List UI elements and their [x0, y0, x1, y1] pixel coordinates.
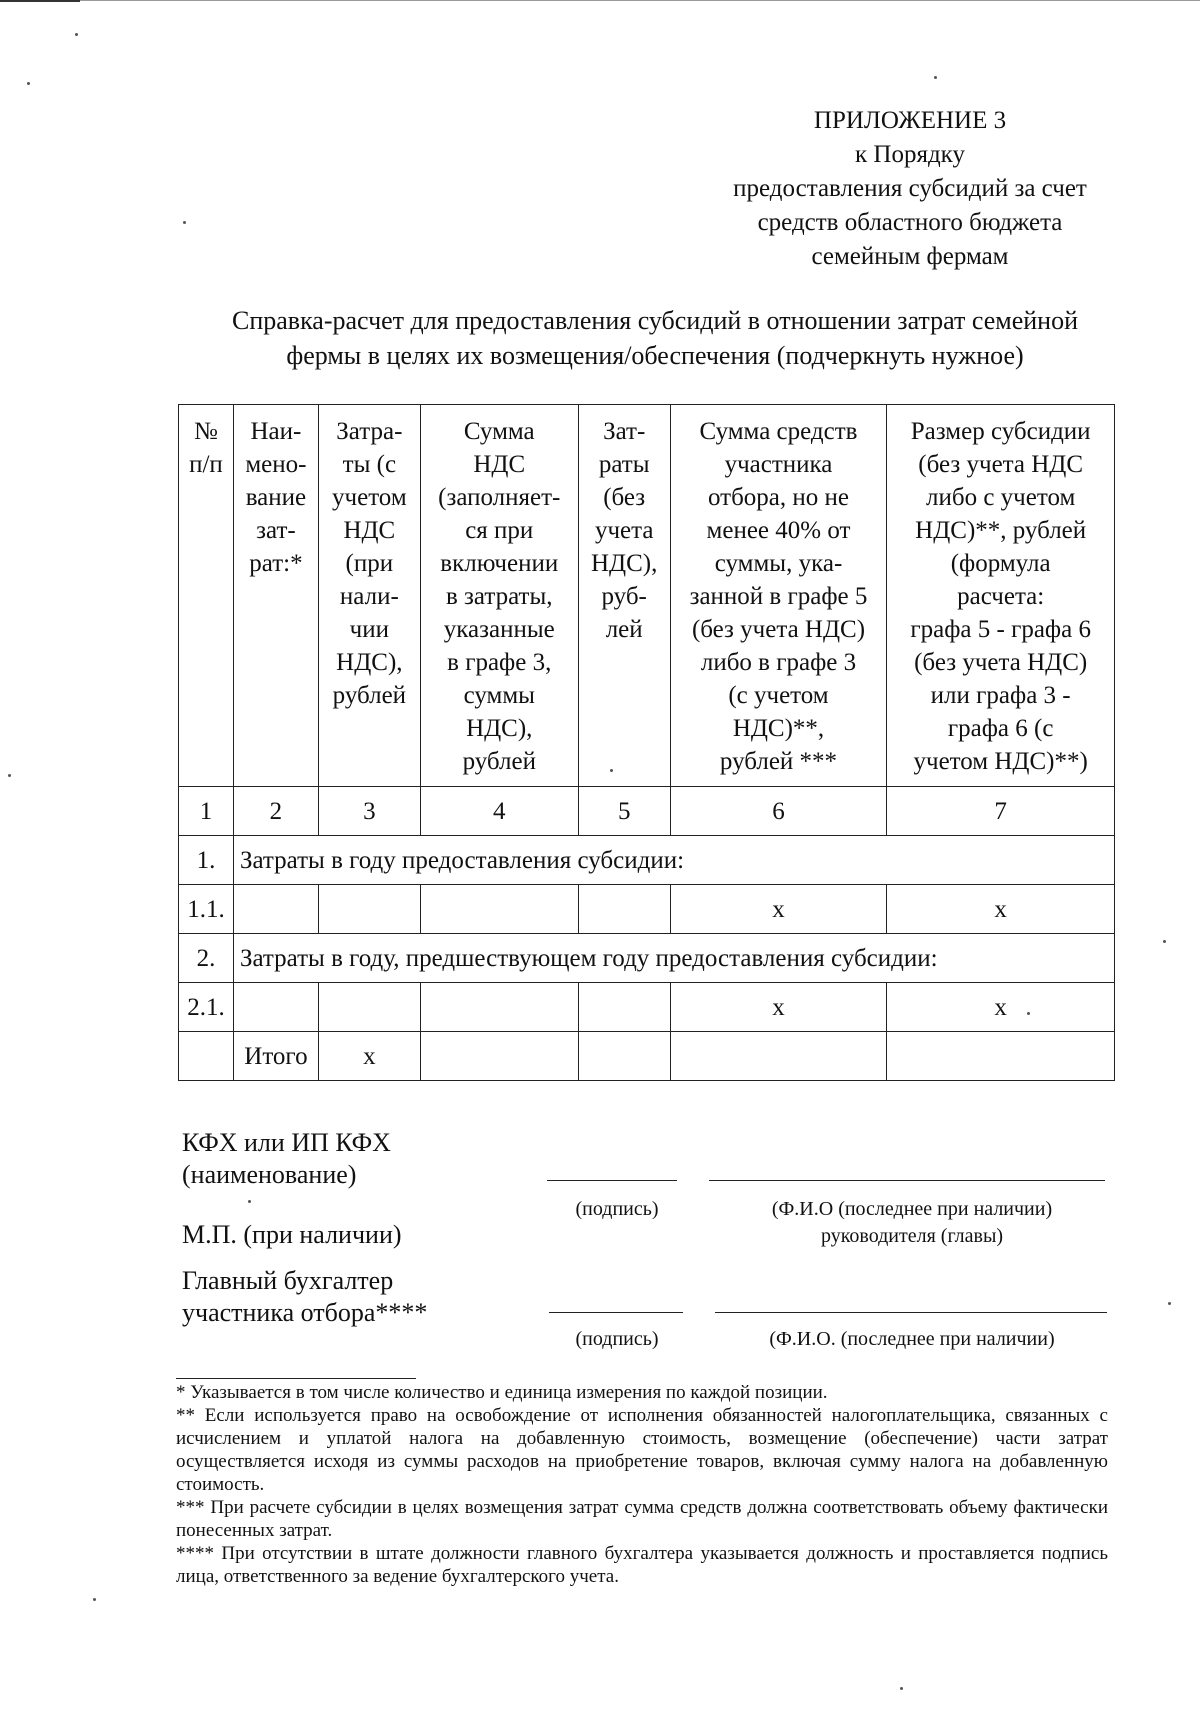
scan-speck — [1163, 940, 1166, 943]
document-title — [160, 303, 1150, 373]
row-number: 2.1. — [179, 983, 234, 1032]
costs-without-vat-cell[interactable] — [578, 983, 670, 1032]
footnote: * Указывается в том числе количество и единица измерения по каждой позиции. — [176, 1382, 828, 1403]
column-number: 5 — [578, 787, 670, 836]
header-cell-number: № п/п — [179, 405, 234, 787]
participant-funds-cell[interactable] — [670, 1032, 887, 1081]
costs-with-vat-cell[interactable] — [318, 983, 420, 1032]
head-name-caption: (Ф.И.О (последнее при наличии) руководителя (главы) — [771, 1198, 1053, 1247]
accountant-name-line[interactable] — [715, 1312, 1107, 1313]
scan-speck — [183, 221, 186, 224]
farm-label: КФХ или ИП КФХ — [182, 1128, 391, 1157]
scan-speck — [934, 76, 937, 79]
table-row — [179, 885, 1115, 934]
appendix-reference: средств областного бюджета — [757, 209, 1063, 236]
vat-amount-cell[interactable] — [420, 885, 578, 934]
header-cell-subsidy-amount: Размер субсидии (без учета НДС либо с учетом НДС)**, рублей (формула расчета: графа 5 - графа 6 (без учета НДС) или графа 3 - графа 6 (с учетом НДС)**) — [887, 405, 1115, 787]
participant-funds-cell: x — [670, 983, 887, 1032]
accountant-label: Главный бухгалтер — [182, 1266, 394, 1295]
row-number: 1. — [179, 836, 234, 885]
column-number: 6 — [670, 787, 887, 836]
vat-amount-cell[interactable] — [420, 1032, 578, 1081]
document-title-line: фермы в целях их возмещения/обеспечения (подчеркнуть нужное) — [286, 341, 1024, 370]
section-title: Затраты в году, предшествующем году предоставления субсидии: — [233, 934, 1114, 983]
signature-block — [182, 1126, 1142, 1366]
appendix-label: ПРИЛОЖЕНИЕ 3 — [813, 107, 1007, 134]
head-name-line[interactable] — [709, 1180, 1105, 1181]
cost-name-cell[interactable] — [233, 885, 318, 934]
costs-with-vat-cell: x — [318, 1032, 420, 1081]
column-number: 4 — [420, 787, 578, 836]
column-numbers-row — [179, 787, 1115, 836]
column-number: 3 — [318, 787, 420, 836]
scan-speck — [8, 774, 11, 777]
section-title: Затраты в году предоставления субсидии: — [233, 836, 1114, 885]
table-header-row — [179, 405, 1115, 787]
row-number: 2. — [179, 934, 234, 983]
appendix-header — [690, 104, 1130, 274]
footnote: **** При отсутствии в штате должности главного бухгалтера указывается должность и проставляется подпись лица, ответственного за ведение бухгалтерского учета. — [176, 1543, 1108, 1587]
scan-speck — [93, 1598, 96, 1601]
vat-amount-cell[interactable] — [420, 983, 578, 1032]
appendix-reference: к Порядку — [855, 141, 965, 168]
header-cell-costs-without-vat: Зат- раты (без учета НДС), руб- лей — [578, 405, 670, 787]
appendix-reference: семейным фермам — [811, 243, 1009, 270]
costs-with-vat-cell[interactable] — [318, 885, 420, 934]
scan-speck — [900, 1687, 903, 1690]
scan-top-mark — [0, 0, 80, 2]
footnote: *** При расчете субсидии в целях возмещения затрат сумма средств должна соответствовать объему фактически понесенных затрат. — [176, 1497, 1108, 1541]
total-label: Итого — [233, 1032, 318, 1081]
footnote-separator — [176, 1378, 416, 1379]
accountant-role-label: участника отбора**** — [182, 1298, 428, 1327]
cost-name-cell[interactable] — [233, 983, 318, 1032]
head-signature-line[interactable] — [547, 1180, 677, 1181]
column-number: 1 — [179, 787, 234, 836]
row-number — [179, 1032, 234, 1081]
scan-speck — [1168, 1302, 1171, 1305]
signature-caption: (подпись) — [575, 1328, 659, 1350]
subsidy-amount-cell: x — [887, 983, 1115, 1032]
accountant-name-caption: (Ф.И.О. (последнее при наличии) — [769, 1328, 1055, 1350]
subsidy-amount-cell: x — [887, 885, 1115, 934]
costs-without-vat-cell[interactable] — [578, 885, 670, 934]
total-row — [179, 1032, 1115, 1081]
participant-funds-cell: x — [670, 885, 887, 934]
accountant-signature-line[interactable] — [549, 1312, 683, 1313]
signature-caption: (подпись) — [575, 1198, 659, 1220]
scan-speck — [27, 82, 30, 85]
column-number: 2 — [233, 787, 318, 836]
appendix-reference: предоставления субсидий за счет — [733, 175, 1087, 202]
header-cell-participant-funds: Сумма средств участника отбора, но не менее 40% от суммы, ука- занной в графе 5 (без учета НДС) либо в графе 3 (с учетом НДС)**, рублей *** — [670, 405, 887, 787]
scan-top-edge — [0, 0, 1200, 1]
header-cell-cost-name: Наи- мено- вание зат- рат:* — [233, 405, 318, 787]
header-cell-costs-with-vat: Затра- ты (с учетом НДС (при нали- чии НДС), рублей — [318, 405, 420, 787]
costs-without-vat-cell[interactable] — [578, 1032, 670, 1081]
stamp-label: М.П. (при наличии) — [182, 1220, 402, 1249]
section-row-current-year — [179, 836, 1115, 885]
table-row — [179, 983, 1115, 1032]
footnote: ** Если используется право на освобождение от исполнения обязанностей налогоплательщика, связанных с исчислением и уплатой налога на добавленную стоимость, возмещение (обеспечение) части затрат осуществляется исходя из суммы расходов на приобретение товаров, включая сумму налога на добавленную стоимость. — [176, 1405, 1108, 1495]
header-cell-vat-amount: Сумма НДС (заполняет- ся при включении в затраты, указанные в графе 3, суммы НДС), рублей — [420, 405, 578, 787]
scan-speck — [75, 33, 78, 36]
row-number: 1.1. — [179, 885, 234, 934]
farm-name-label: (наименование) — [182, 1160, 357, 1189]
footnotes — [176, 1381, 1108, 1588]
document-title-line: Справка-расчет для предоставления субсидий в отношении затрат семейной — [232, 306, 1078, 335]
calculation-table — [178, 404, 1115, 1081]
column-number: 7 — [887, 787, 1115, 836]
subsidy-amount-cell[interactable] — [887, 1032, 1115, 1081]
section-row-previous-year — [179, 934, 1115, 983]
